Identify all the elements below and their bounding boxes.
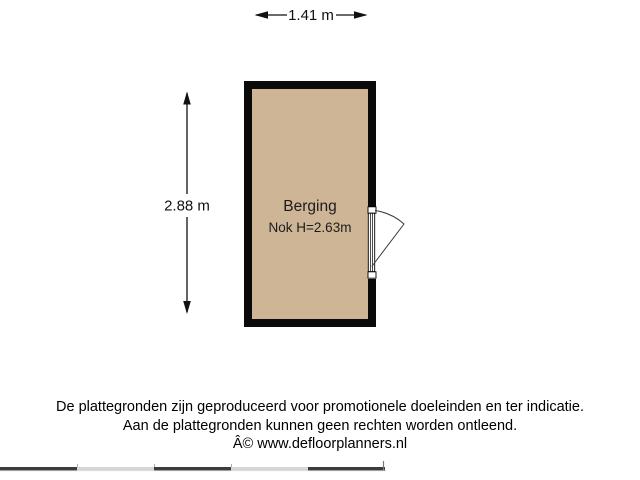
scale-bar	[0, 461, 386, 471]
door-leaf	[368, 213, 374, 271]
scale-bar-segment	[308, 467, 385, 470]
door-top-sill	[368, 207, 376, 213]
scale-bar-segment	[77, 467, 154, 470]
copyright-line: Â© www.defloorplanners.nl	[232, 436, 408, 452]
footer	[0, 398, 640, 454]
arrowhead-up-icon	[183, 92, 191, 105]
arrowhead-right-icon	[354, 11, 368, 19]
arrowhead-down-icon	[183, 301, 191, 314]
scale-bar-segment	[0, 467, 77, 470]
ridge-height-label: Nok H=2.63m	[268, 220, 352, 235]
scale-bar-segment	[154, 467, 231, 470]
door-bottom-sill	[368, 272, 376, 278]
door-swing-arc	[372, 211, 404, 267]
door	[368, 207, 404, 280]
disclaimer-line-1: De plattegronden zijn geproduceerd voor promotionele doeleinden en ter indicatie.	[56, 399, 584, 415]
height-dimension-label: 2.88 m	[164, 197, 210, 215]
arrowhead-left-icon	[255, 11, 269, 19]
scale-bar-segment	[231, 467, 308, 470]
disclaimer-line-2: Aan de plattegronden kunnen geen rechten worden ontleend.	[122, 417, 518, 434]
width-dimension-label: 1.41 m	[288, 7, 334, 24]
room-name-label: Berging	[283, 198, 337, 215]
